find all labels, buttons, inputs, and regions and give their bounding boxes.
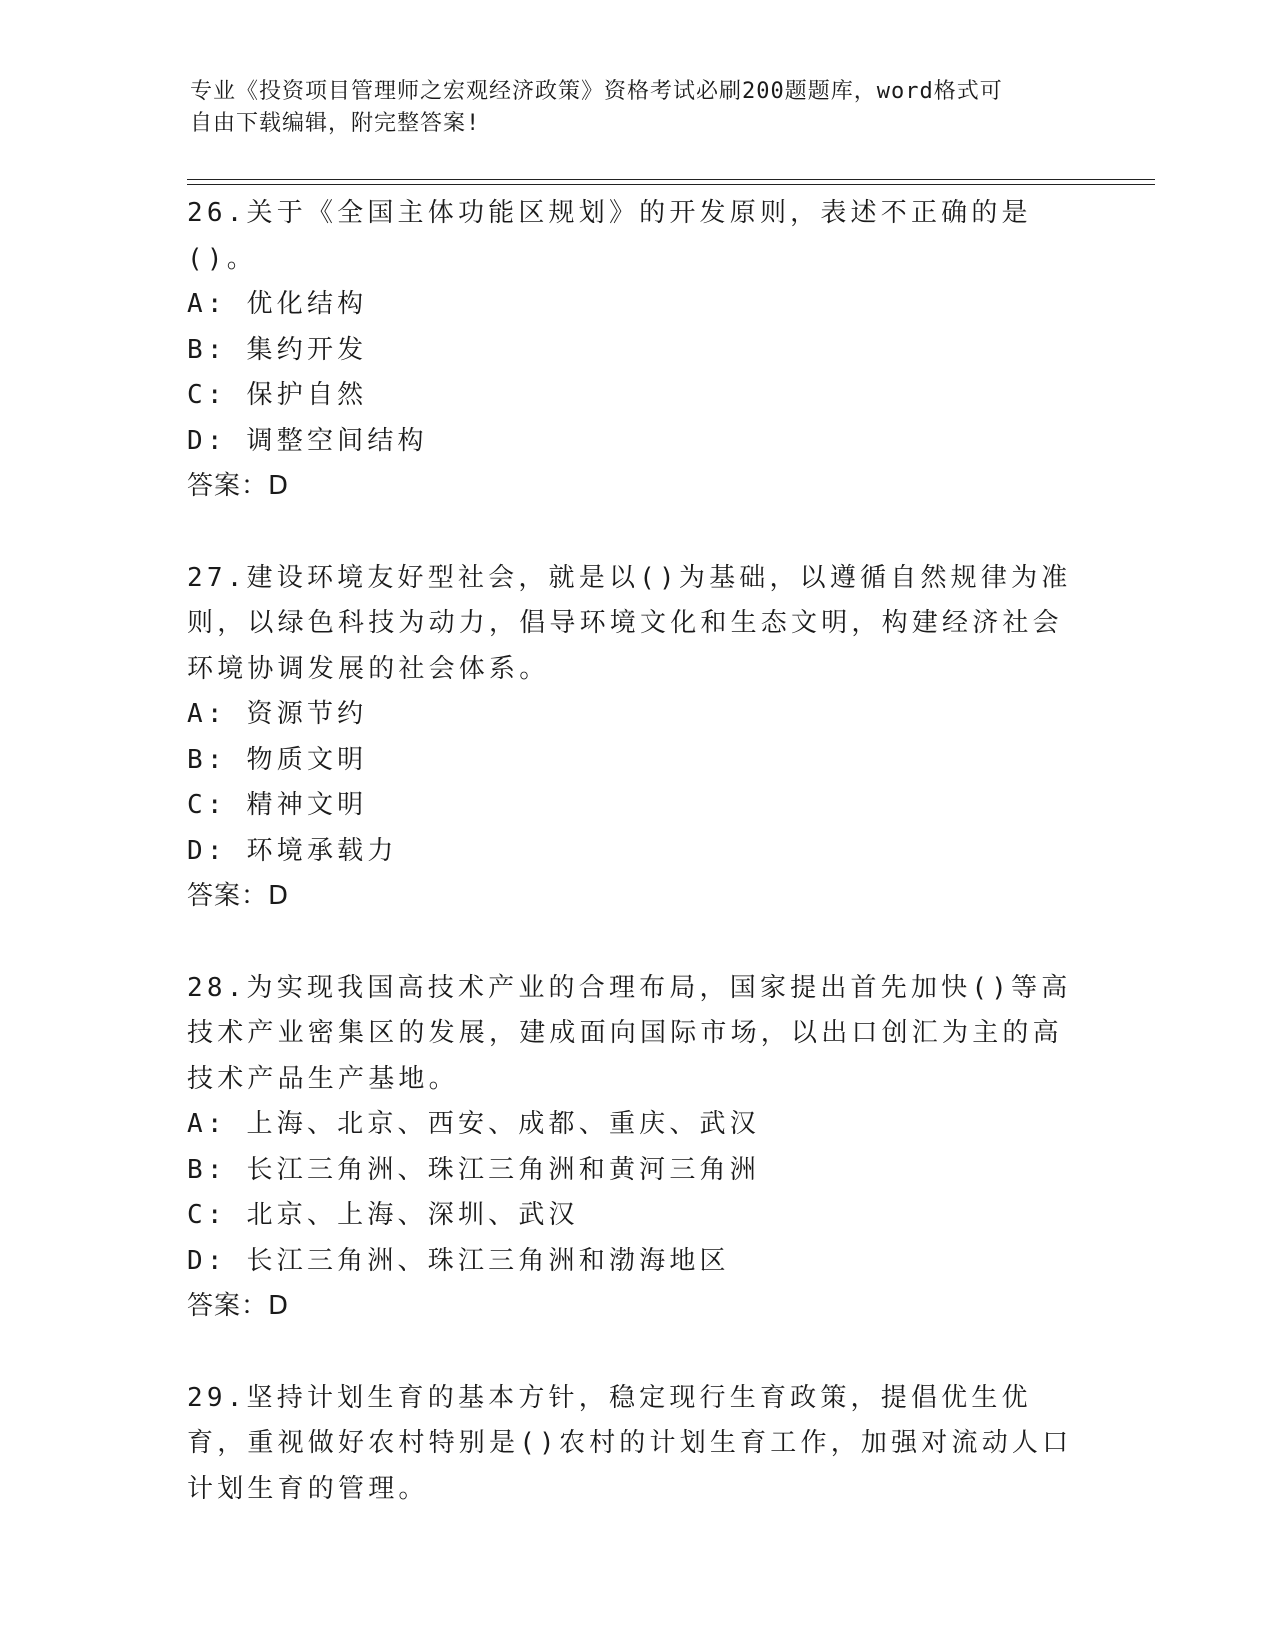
answer-label: 答案：D — [187, 881, 290, 911]
question-27 — [187, 556, 1087, 920]
question-spacer — [187, 1330, 1087, 1376]
question-text: 27.建设环境友好型社会，就是以()为基础，以遵循自然规律为准则，以绿色科技为动力，倡导环境文化和生态文明，构建经济社会环境协调发展的社会体系。 — [187, 562, 1072, 684]
answer-label: 答案：D — [187, 471, 290, 501]
option-b: B: 长江三角洲、珠江三角洲和黄河三角洲 — [187, 1154, 760, 1185]
option-c: C: 精神文明 — [187, 790, 368, 820]
document-header — [190, 76, 1090, 140]
question-text: 28.为实现我国高技术产业的合理布局，国家提出首先加快()等高技术产业密集区的发展，建成面向国际市场，以出口创汇为主的高技术产品生产基地。 — [187, 972, 1072, 1094]
option-b: B: 集约开发 — [187, 334, 368, 365]
question-29 — [187, 1376, 1087, 1513]
option-d: D: 调整空间结构 — [187, 425, 428, 456]
question-26 — [187, 191, 1087, 510]
option-a: A: 优化结构 — [187, 289, 368, 319]
question-list — [187, 191, 1087, 1512]
option-d: D: 环境承载力 — [187, 835, 398, 866]
option-d: D: 长江三角洲、珠江三角洲和渤海地区 — [187, 1245, 730, 1276]
option-a: A: 资源节约 — [187, 699, 368, 729]
header-line-1: 专业《投资项目管理师之宏观经济政策》资格考试必刷200题题库，word格式可 — [190, 79, 1003, 104]
option-c: C: 北京、上海、深圳、武汉 — [187, 1200, 579, 1230]
question-text: 29.坚持计划生育的基本方针，稳定现行生育政策，提倡优生优育，重视做好农村特别是()农村的计划生育工作，加强对流动人口计划生育的管理。 — [187, 1382, 1073, 1504]
option-b: B: 物质文明 — [187, 744, 368, 775]
header-line-2: 自由下载编辑，附完整答案! — [190, 111, 481, 136]
option-c: C: 保护自然 — [187, 380, 368, 410]
answer-label: 答案：D — [187, 1291, 290, 1321]
question-spacer — [187, 510, 1087, 556]
question-spacer — [187, 920, 1087, 966]
question-text: 26.关于《全国主体功能区规划》的开发原则，表述不正确的是()。 — [187, 198, 1032, 274]
header-divider-bottom — [187, 184, 1155, 185]
header-divider-top — [187, 179, 1155, 180]
option-a: A: 上海、北京、西安、成都、重庆、武汉 — [187, 1109, 760, 1139]
question-28 — [187, 966, 1087, 1330]
